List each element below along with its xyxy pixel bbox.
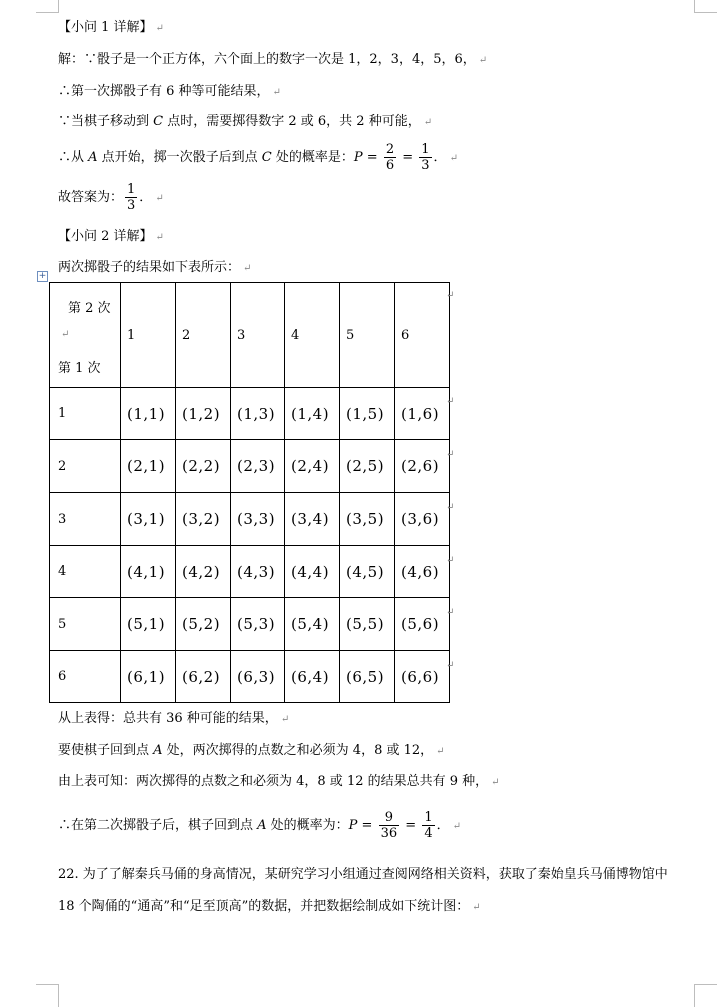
- row-end-mark: ↵: [446, 660, 455, 671]
- table-row: [50, 546, 450, 598]
- q1-answer: 故答案为： $\frac{1}{3}$ ． ↵: [58, 182, 164, 213]
- fraction: $\frac{2}{6}$: [385, 142, 395, 173]
- q2-intro: 两次掷骰子的结果如下表所示： ↵: [58, 260, 252, 275]
- q2-line-4: ∴在第二次掷骰子后，棋子回到点 A 处的概率为：P = $\frac{9}{36}$ = $\frac{1}{4}$ ． ↵: [58, 810, 461, 841]
- table-cell: (4,4): [285, 546, 340, 598]
- column-header: 4: [285, 283, 340, 388]
- paragraph-mark: ↵: [472, 902, 481, 913]
- table-cell: (2,4): [285, 440, 340, 493]
- paragraph-mark: ↵: [155, 23, 164, 34]
- column-header: 3: [231, 283, 285, 388]
- paragraph-mark: ↵: [243, 263, 252, 274]
- fraction: $\frac{9}{36}$: [380, 810, 398, 841]
- row-header: 3: [50, 493, 121, 546]
- crop-mark-top-right: [694, 0, 717, 13]
- table-cell: (3,1): [121, 493, 176, 546]
- table-cell: (6,6): [395, 651, 450, 703]
- crop-mark-bottom-left: [36, 984, 59, 1007]
- paragraph-mark: ↵: [61, 329, 70, 340]
- table-cell: (5,2): [176, 598, 231, 651]
- row-header: 6: [50, 651, 121, 703]
- q2-line-2: 要使棋子回到点 A 处，两次掷得的点数之和必须为 4，8 或 12， ↵: [58, 743, 445, 758]
- row-header: 5: [50, 598, 121, 651]
- table-cell: (5,5): [340, 598, 395, 651]
- table-row: [50, 493, 450, 546]
- table-row: [50, 440, 450, 493]
- crop-mark-bottom-right: [694, 984, 717, 1007]
- table-cell: (6,5): [340, 651, 395, 703]
- row-end-mark: ↵: [446, 396, 455, 407]
- table-cell: (4,2): [176, 546, 231, 598]
- row-end-mark: ↵: [446, 502, 455, 513]
- crop-mark-top-left: [36, 0, 59, 13]
- column-header: 1: [121, 283, 176, 388]
- table-cell: (6,3): [231, 651, 285, 703]
- fraction: $\frac{1}{4}$: [424, 810, 433, 841]
- table-move-handle-icon[interactable]: +: [38, 271, 47, 281]
- table-cell: (2,5): [340, 440, 395, 493]
- fraction: $\frac{1}{3}$: [421, 142, 430, 173]
- corner-cell: [50, 283, 121, 388]
- table-cell: (1,2): [176, 388, 231, 440]
- table-cell: (1,1): [121, 388, 176, 440]
- corner-label-second: 第 2 次: [68, 301, 111, 316]
- q2-header: 【小问 2 详解】 ↵: [58, 229, 164, 244]
- paragraph-mark: ↵: [155, 232, 164, 243]
- q22-line-2: 18 个陶俑的“通高”和“足至顶高”的数据，并把数据绘制成如下统计图： ↵: [58, 899, 481, 914]
- row-end-mark: ↵: [446, 449, 455, 460]
- table-cell: (2,2): [176, 440, 231, 493]
- paragraph-mark: ↵: [155, 193, 164, 204]
- table-cell: (6,2): [176, 651, 231, 703]
- q1-line-1: 解：∵骰子是一个正方体，六个面上的数字一次是 1，2，3，4，5，6， ↵: [58, 52, 488, 67]
- q22-line-1: 22. 为了了解秦兵马俑的身高情况，某研究学习小组通过查阅网络相关资料，获取了秦始皇兵马俑博物馆中: [58, 867, 668, 882]
- row-header: 4: [50, 546, 121, 598]
- q2-line-1: 从上表得：总共有 36 种可能的结果， ↵: [58, 711, 290, 726]
- table-cell: (5,4): [285, 598, 340, 651]
- table-row: [50, 651, 450, 703]
- row-end-mark: ↵: [446, 555, 455, 566]
- paragraph-mark: ↵: [280, 714, 290, 725]
- column-header: 2: [176, 283, 231, 388]
- table-header-row: [50, 283, 450, 388]
- table-row: [50, 388, 450, 440]
- row-end-mark: ↵: [446, 607, 455, 618]
- paragraph-mark: ↵: [272, 87, 281, 98]
- table-cell: (3,4): [285, 493, 340, 546]
- table-cell: (3,3): [231, 493, 285, 546]
- paragraph-mark: ↵: [449, 153, 458, 164]
- table-cell: (4,3): [231, 546, 285, 598]
- paragraph-mark: ↵: [478, 55, 488, 66]
- dice-outcome-table: [49, 282, 450, 703]
- table-cell: (3,5): [340, 493, 395, 546]
- table-cell: (4,1): [121, 546, 176, 598]
- paragraph-mark: ↵: [452, 821, 461, 832]
- table-cell: (1,4): [285, 388, 340, 440]
- table-cell: (6,4): [285, 651, 340, 703]
- q1-line-2: ∴第一次掷骰子有 6 种等可能结果， ↵: [58, 84, 281, 99]
- table-cell: (5,1): [121, 598, 176, 651]
- column-header: 6: [395, 283, 450, 388]
- row-end-mark: ↵: [446, 290, 455, 301]
- table-cell: (1,5): [340, 388, 395, 440]
- q1-header: 【小问 1 详解】 ↵: [58, 20, 164, 35]
- table-cell: (5,6): [395, 598, 450, 651]
- table-cell: (2,6): [395, 440, 450, 493]
- table-cell: (2,3): [231, 440, 285, 493]
- table-cell: (6,1): [121, 651, 176, 703]
- table-cell: (4,6): [395, 546, 450, 598]
- table-cell: (2,1): [121, 440, 176, 493]
- table-cell: (3,6): [395, 493, 450, 546]
- table-cell: (3,2): [176, 493, 231, 546]
- q2-line-3: 由上表可知：两次掷得的点数之和必须为 4，8 或 12 的结果总共有 9 种， ↵: [58, 774, 500, 789]
- table-cell: (5,3): [231, 598, 285, 651]
- table-row: [50, 598, 450, 651]
- column-header: 5: [340, 283, 395, 388]
- paragraph-mark: ↵: [491, 777, 500, 788]
- table-cell: (4,5): [340, 546, 395, 598]
- corner-label-first: 第 1 次: [58, 361, 101, 376]
- row-header: 2: [50, 440, 121, 493]
- table-cell: (1,6): [395, 388, 450, 440]
- table-cell: (1,3): [231, 388, 285, 440]
- q1-line-4: ∴从 A 点开始，掷一次骰子后到点 C 处的概率是：P = $\frac{2}{6}$ = $\frac{1}{3}$ ． ↵: [58, 142, 458, 173]
- row-header: 1: [50, 388, 121, 440]
- paragraph-mark: ↵: [436, 746, 445, 757]
- q1-line-3: ∵当棋子移动到 C 点时，需要掷得数字 2 或 6，共 2 种可能， ↵: [58, 114, 433, 129]
- fraction: $\frac{1}{3}$: [127, 182, 136, 213]
- paragraph-mark: ↵: [423, 117, 433, 128]
